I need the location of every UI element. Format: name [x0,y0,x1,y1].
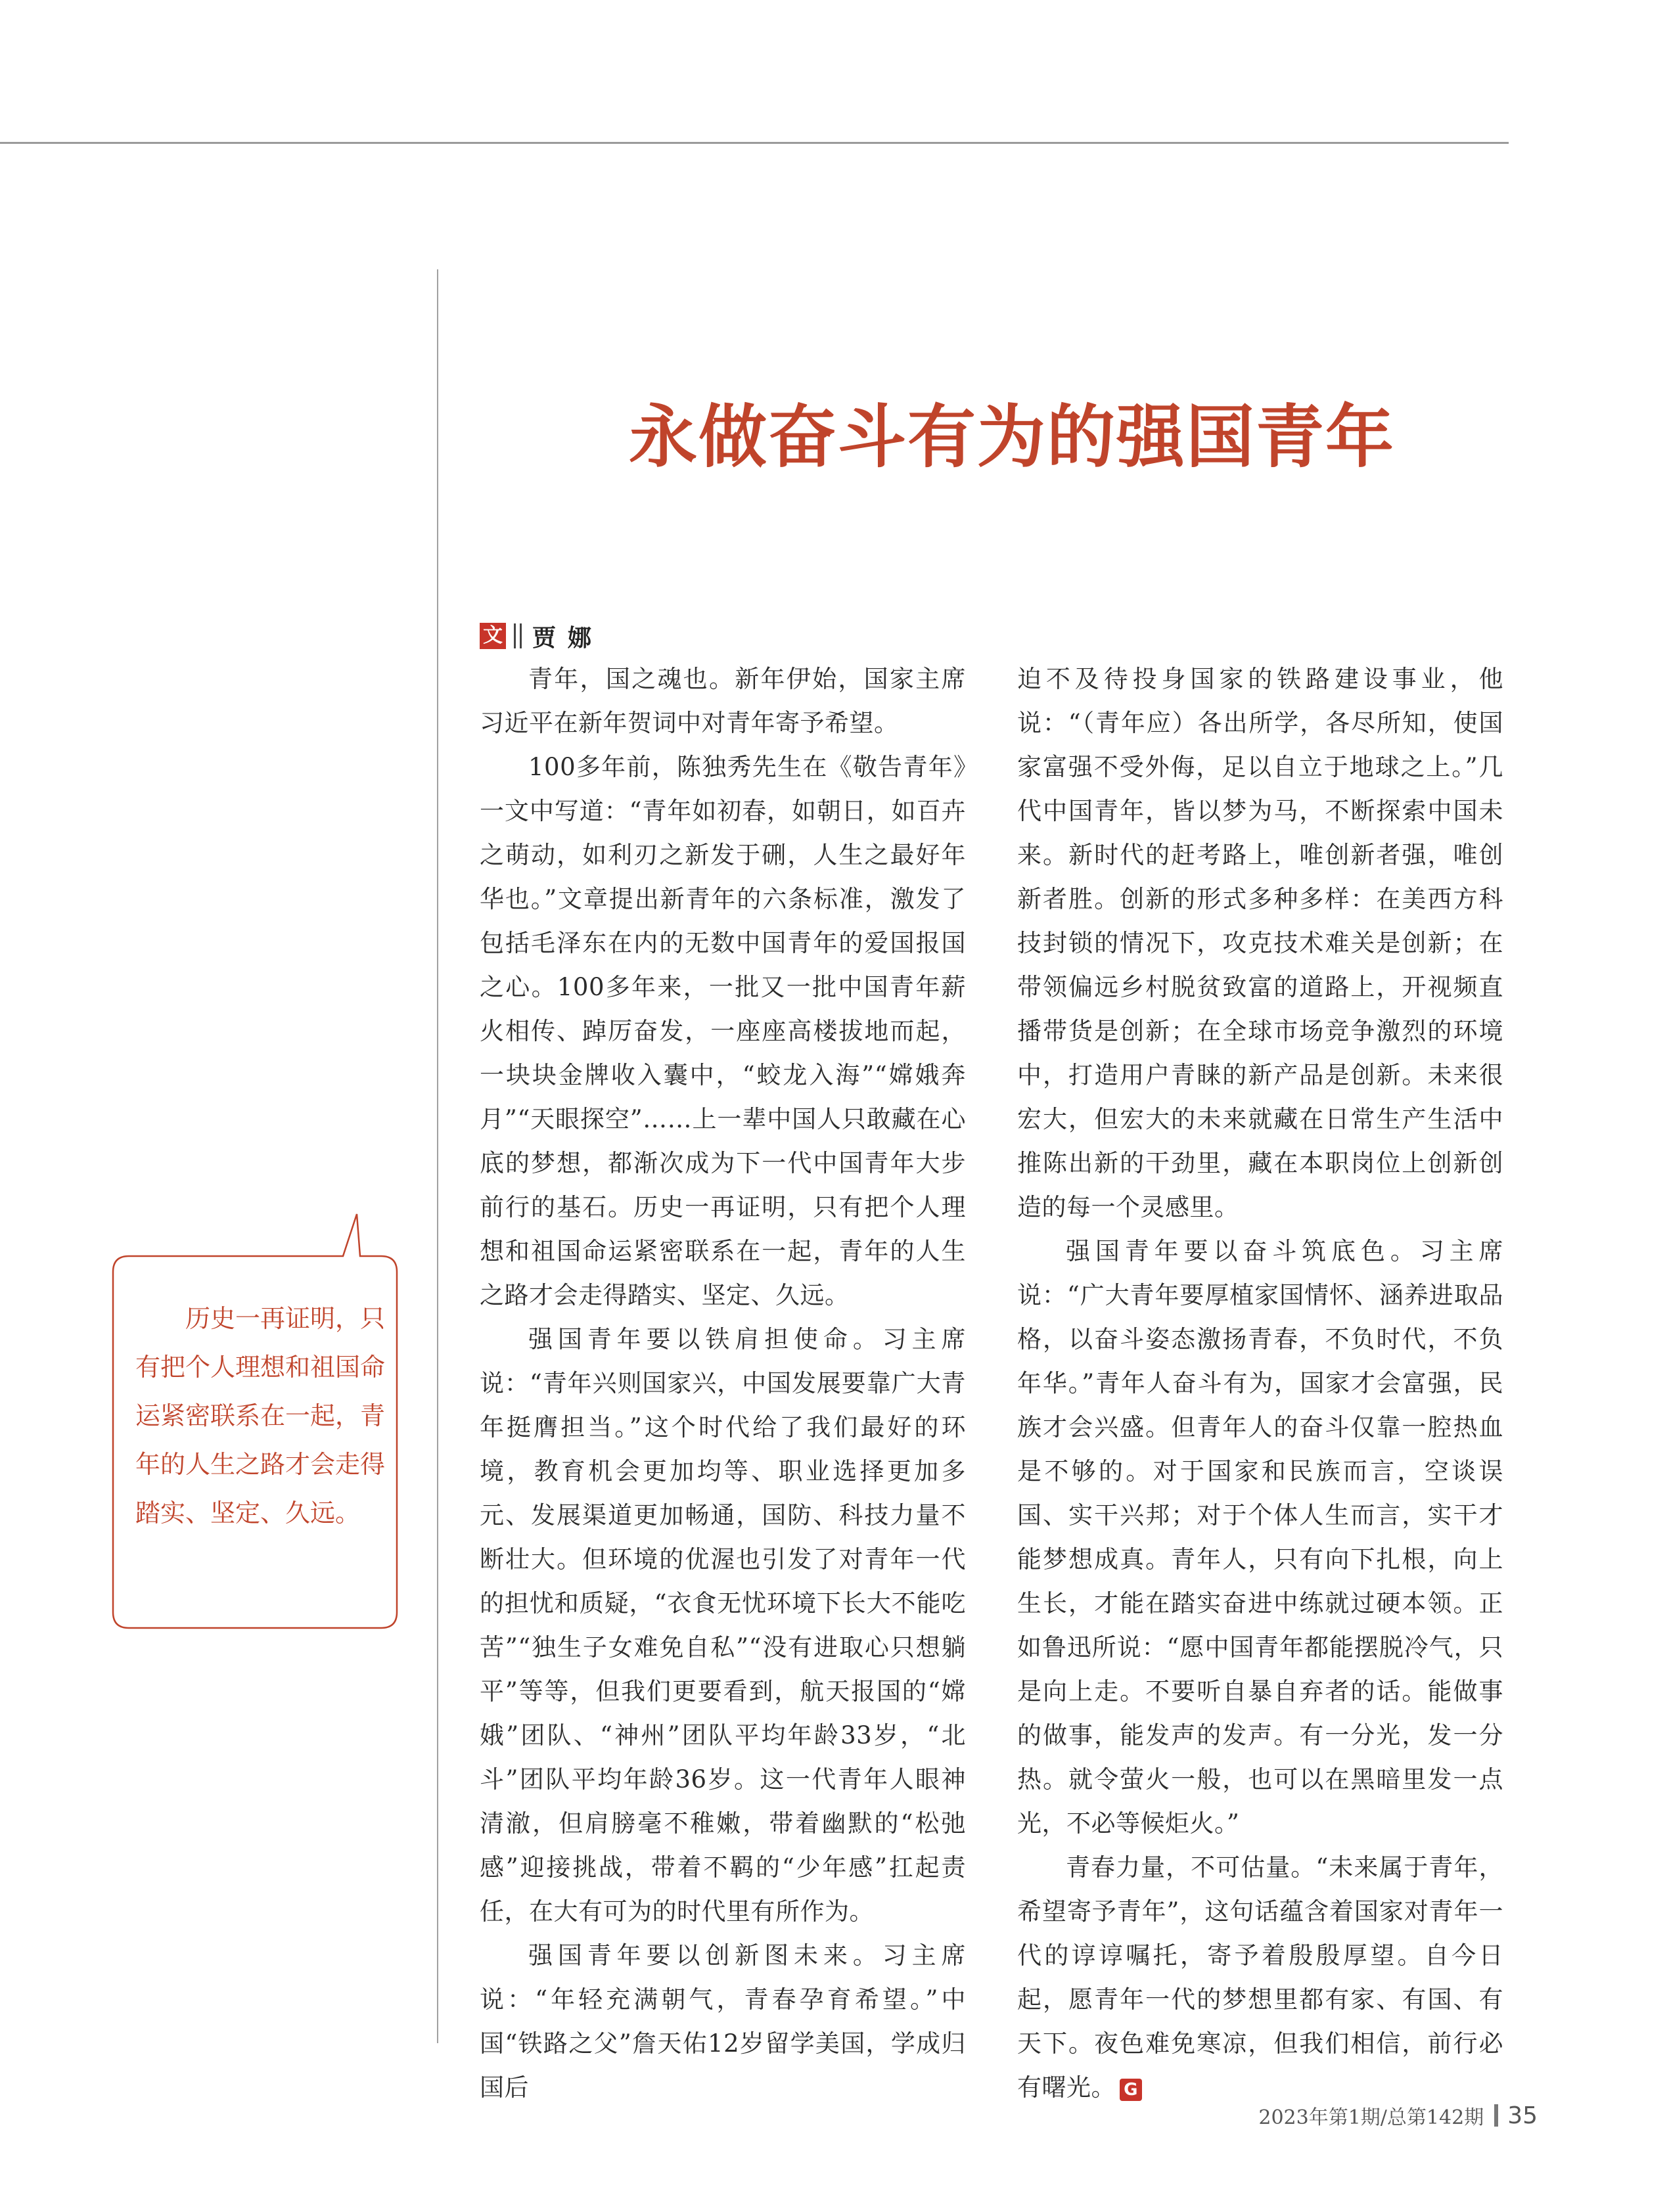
author-name: 贾娜 [532,624,604,652]
header-rule [0,142,1509,144]
paragraph: 强国青年要以创新图未来。习主席说：“年轻充满朝气，青春孕育希望。”中国“铁路之父”詹天佑12岁留学美国，学成归国后 [480,1941,966,2102]
end-mark-icon: G [1120,2079,1142,2101]
page-number: 35 [1507,2102,1538,2129]
paragraph: 100多年前，陈独秀先生在《敬告青年》一文中写道：“青年如初春，如朝日，如百卉之萌动，如利刃之新发于硎，人生之最好年华也。”文章提出新青年的六条标准，激发了包括毛泽东在内的无数中国青年的爱国报国之心。100多年来，一批又一批中国青年薪火相传、踔厉奋发，一座座高楼拔地而起，一块块金牌收入囊中，“蛟龙入海”“嫦娥奔月”“天眼探空”……上一辈中国人只敢藏在心底的梦想，都渐次成为下一代中国青年大步前行的基石。历史一再证明，只有把个人理想和祖国命运紧密联系在一起，青年的人生之路才会走得踏实、坚定、久远。 [480,753,966,1309]
pull-quote-content: 历史一再证明，只有把个人理想和祖国命运紧密联系在一起，青年的人生之路才会走得踏实、坚定、久远。 [135,1304,386,1527]
paragraph: 强国青年要以奋斗筑底色。习主席说：“广大青年要厚植家国情怀、涵养进取品格，以奋斗姿态激扬青春，不负时代，不负年华。”青年人奋斗有为，国家才会富强，民族才会兴盛。但青年人的奋斗仅靠一腔热血是不够的。对于国家和民族而言，空谈误国、实干兴邦；对于个体人生而言，实干才能梦想成真。青年人，只有向下扎根，向上生长，才能在踏实奋进中练就过硬本领。正如鲁迅所说：“愿中国青年都能摆脱冷气，只是向上走。不要听自暴自弃者的话。能做事的做事，能发声的发声。有一分光，发一分热。就令萤火一般，也可以在黑暗里发一点光，不必等候炬火。” [1017,1237,1503,1838]
pull-quote-text [135,1294,385,1537]
margin-rule [437,269,438,2043]
footer-divider [1494,2104,1498,2127]
issue-label: 2023年第1期/总第142期 [1258,2106,1484,2129]
byline-divider-2 [520,623,522,648]
paragraph: 青年，国之魂也。新年伊始，国家主席习近平在新年贺词中对青年寄予希望。 [480,665,966,737]
article-column-left [480,657,966,2110]
pull-quote [112,1255,398,1629]
byline-mark: 文 [480,623,506,649]
paragraph: 强国青年要以铁肩担使命。习主席说：“青年兴则国家兴，中国发展要靠广大青年挺膺担当。”这个时代给了我们最好的环境，教育机会更加均等、职业选择更加多元、发展渠道更加畅通，国防、科技力量不断壮大。但环境的优渥也引发了对青年一代的担忧和质疑，“衣食无忧环境下长大不能吃苦”“独生子女难免自私”“没有进取心只想躺平”等等，但我们更要看到，航天报国的“嫦娥”团队、“神州”团队平均年龄33岁，“北斗”团队平均年龄36岁。这一代青年人眼神清澈，但肩膀毫不稚嫩，带着幽默的“松弛感”迎接挑战，带着不羁的“少年感”扛起责任，在大有可为的时代里有所作为。 [480,1325,966,1926]
article-column-right [1017,657,1503,2110]
paragraph-continuation: 迫不及待投身国家的铁路建设事业，他说：“（青年应）各出所学，各尽所知，使国家富强不受外侮，足以自立于地球之上。”几代中国青年，皆以梦为马，不断探索中国未来。新时代的赶考路上，唯创新者强，唯创新者胜。创新的形式多种多样：在美西方科技封锁的情况下，攻克技术难关是创新；在带领偏远乡村脱贫致富的道路上，开视频直播带货是创新；在全球市场竞争激烈的环境中，打造用户青睐的新产品是创新。未来很宏大，但宏大的未来就藏在日常生产生活中推陈出新的干劲里，藏在本职岗位上创新创造的每一个灵感里。 [1017,665,1503,1221]
paragraph-final [1017,1845,1503,2110]
byline [480,616,603,656]
page-footer [1258,2101,1538,2130]
paragraph-final-text: 青春力量，不可估量。“未来属于青年，希望寄予青年”，这句话蕴含着国家对青年一代的谆谆嘱托，寄予着殷殷厚望。自今日起，愿青年一代的梦想里都有家、有国、有天下。夜色难免寒凉，但我们相信，前行必有曙光。 [1017,1853,1503,2102]
article-title: 永做奋斗有为的强国青年 [628,397,1395,477]
byline-divider [514,623,516,648]
